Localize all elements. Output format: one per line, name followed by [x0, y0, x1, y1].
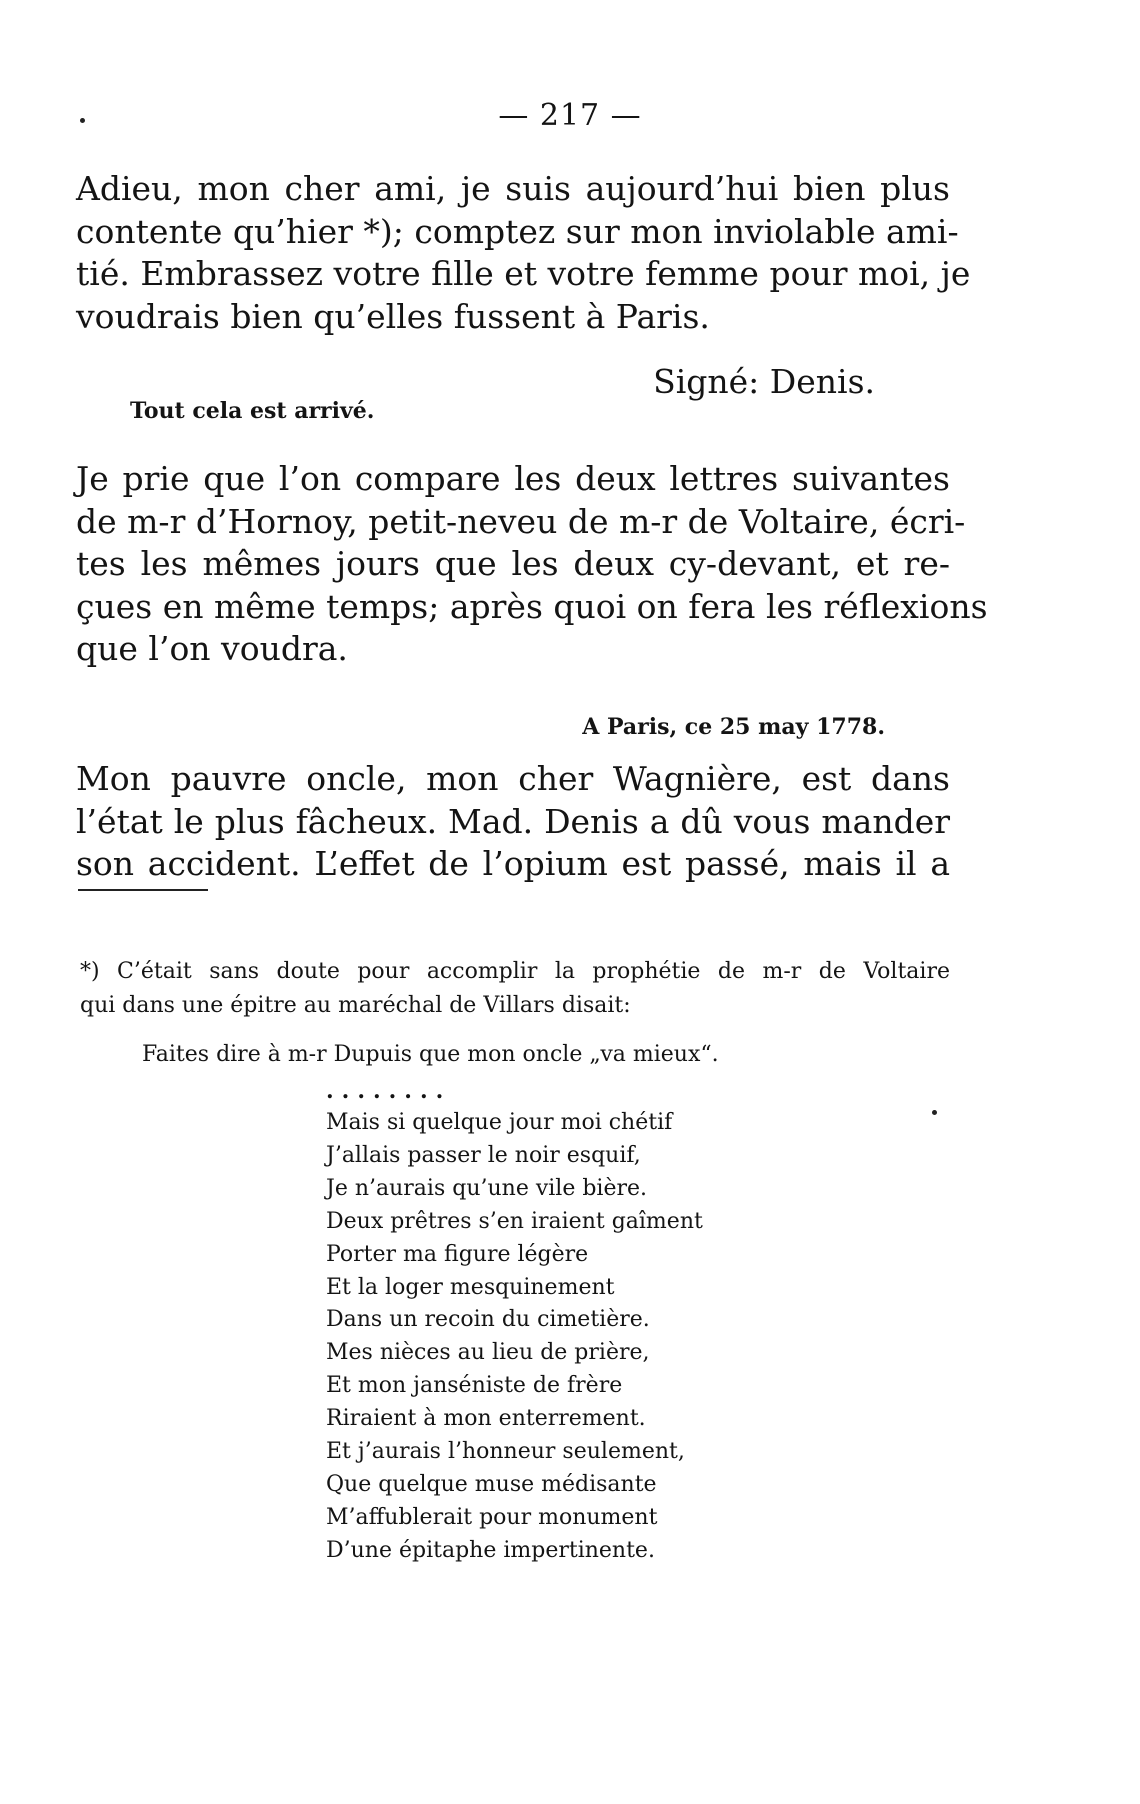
intro-paragraph [76, 458, 988, 671]
page-number: — 217 — [498, 98, 642, 133]
text-line: tes les mêmes jours que les deux cy-devant, et re- [76, 544, 950, 583]
poem-verse: Je n’aurais qu’une vile bière. [326, 1175, 648, 1201]
text-line: Je prie que l’on compare les deux lettres suivantes [76, 459, 950, 498]
text-line: l’état le plus fâcheux. Mad. Denis a dû vous mander [76, 801, 950, 841]
footnote-divider [78, 889, 208, 891]
ellipsis-dots: ........ [326, 1078, 452, 1104]
poem-verse: Mes nièces au lieu de prière, [326, 1340, 650, 1366]
footnote-quote: Faites dire à m-r Dupuis que mon oncle „va mieux“. [142, 1042, 719, 1067]
poem-verse: Dans un recoin du cimetière. [326, 1307, 650, 1333]
footnote-line: qui dans une épitre au maréchal de Villars disait: [80, 993, 631, 1018]
text-line: que l’on voudra. [76, 629, 348, 668]
text-line: contente qu’hier *); comptez sur mon inviolable ami- [76, 211, 959, 251]
poem-verse: D’une épitaphe impertinente. [326, 1537, 655, 1563]
poem-verse: Riraient à mon enterrement. [326, 1406, 646, 1432]
poem-verse: J’allais passer le noir esquif, [326, 1142, 641, 1168]
poem-verse: Que quelque muse médisante [326, 1471, 657, 1497]
poem-verse: Mais si quelque jour moi chétif [326, 1110, 673, 1135]
poem-verse: Et j’aurais l’honneur seulement, [326, 1439, 685, 1465]
poem [326, 1107, 886, 1568]
letter-dateline: A Paris, ce 25 may 1778. [582, 714, 885, 740]
signature: Signé: Denis. [653, 362, 875, 401]
text-line: çues en même temps; après quoi on fera les réflexions [76, 586, 988, 626]
poem-verse: Et mon janséniste de frère [326, 1373, 623, 1399]
poem-verse: Et la loger mesquinement [326, 1274, 615, 1300]
poem-verse: Porter ma figure légère [326, 1241, 589, 1267]
text-line: voudrais bien qu’elles fussent à Paris. [76, 296, 710, 336]
text-line: son accident. L’effet de l’opium est passé, mais il a [76, 844, 950, 883]
poem-verse: Deux prêtres s’en iraient gaîment [326, 1208, 703, 1234]
editor-remark: Tout cela est arrivé. [130, 398, 375, 424]
text-line: tié. Embrassez votre fille et votre femme pour moi, je [76, 254, 971, 293]
ink-speck [932, 1110, 937, 1115]
letter-body-paragraph [76, 758, 950, 886]
footnote [80, 955, 950, 1023]
text-line: de m-r d’Hornoy, petit-neveu de m-r de Voltaire, écri- [76, 501, 966, 541]
footnote-line: *) C’était sans doute pour accomplir la prophétie de m-r de Voltaire [80, 959, 950, 984]
text-line: Mon pauvre oncle, mon cher Wagnière, est dans [76, 759, 950, 798]
letter-closing-paragraph [76, 168, 971, 338]
text-line: Adieu, mon cher ami, je suis aujourd’hui bien plus [76, 169, 950, 208]
poem-verse: M’affublerait pour monument [326, 1504, 658, 1530]
